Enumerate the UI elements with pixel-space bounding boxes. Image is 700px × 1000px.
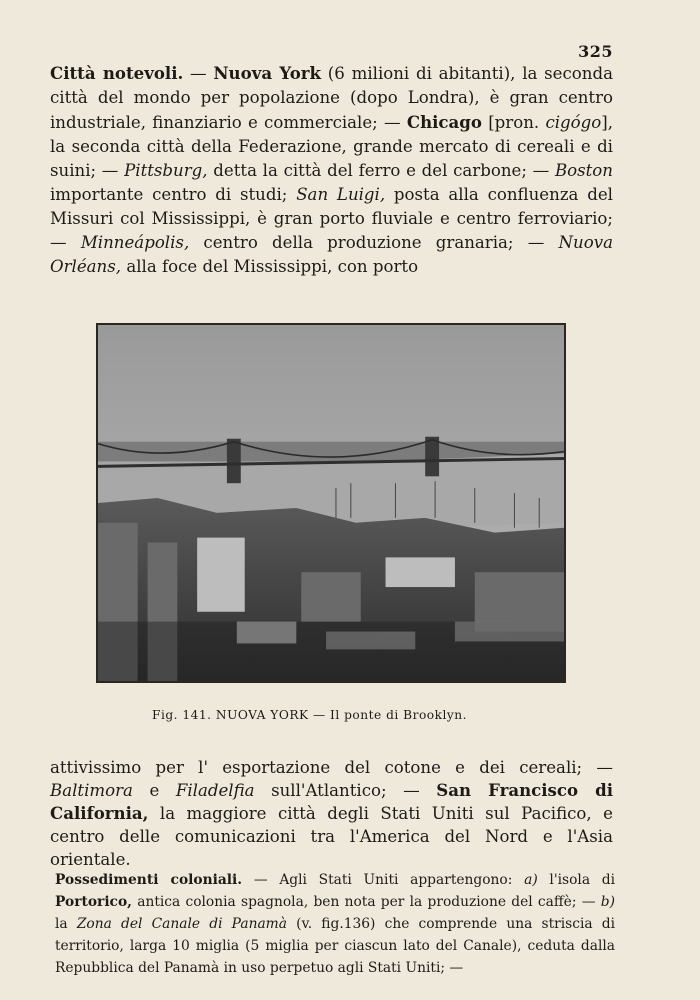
brooklyn-bridge-image xyxy=(98,325,564,681)
text-boston: importante centro di studi; xyxy=(50,185,297,204)
city-chicago: Chicago xyxy=(406,112,482,132)
dash: — xyxy=(183,64,214,83)
paragraph-colonial-possessions xyxy=(55,869,615,979)
text-new-orleans: alla foce del Mississippi, con porto xyxy=(121,257,419,276)
city-new-orleans: Nuova Orléans, xyxy=(50,233,613,276)
city-san-francisco: San Francisco di California, xyxy=(50,780,614,823)
city-new-york: Nuova York xyxy=(213,63,322,83)
place-panama-canal-zone: Zona del Canale di Panamà xyxy=(76,916,287,932)
city-san-luigi: San Luigi, xyxy=(296,185,386,204)
item-label-b: b) xyxy=(600,894,615,910)
heading-colonial-possessions: Possedimenti coloniali. xyxy=(55,872,243,888)
page-number: 325 xyxy=(578,42,613,61)
text-panama: (v. fig.136) che comprende una striscia di territorio, larga 10 miglia (5 miglia per ciascun lato del Canale), ceduta dalla Repubblica del Panamà in uso perpetuo agli Stati Uniti; — xyxy=(55,916,616,976)
caption-subtitle: — Il ponte di Brooklyn. xyxy=(308,708,468,722)
city-minneapolis: Minneápolis, xyxy=(80,233,190,252)
item-label-a: a) xyxy=(524,872,538,888)
text-minneapolis: centro della produzione granaria; — xyxy=(189,233,559,252)
text-san-francisco: la maggiore città degli Stati Uniti sul Pacifico, e centro delle comunicazioni tra l'America del Nord e l'Asia orientale. xyxy=(50,804,613,869)
text-island: l'isola di xyxy=(537,872,615,888)
text-export: attivissimo per l' esportazione del cotone e dei cereali; — xyxy=(50,758,613,777)
text-chicago: ], la seconda città della Federazione, grande mercato di cereali e di suini; — xyxy=(50,113,614,180)
text-la: la xyxy=(55,916,77,932)
paragraph-continued xyxy=(50,756,613,871)
caption-fig-number: Fig. 141. xyxy=(152,708,212,722)
text-portorico: antica colonia spagnola, ben nota per la produzione del caffè; — xyxy=(131,894,601,910)
photo-brooklyn-bridge xyxy=(96,323,566,683)
city-boston: Boston xyxy=(554,161,613,180)
pronunciation-chicago: cigógo xyxy=(545,113,602,132)
paragraph-notable-cities xyxy=(50,61,613,279)
city-filadelfia: Filadelfia xyxy=(175,781,255,800)
caption-title: NUOVA YORK xyxy=(215,708,309,722)
text-pittsburg: detta la città del ferro e del carbone; — xyxy=(207,161,555,180)
city-baltimora: Baltimora xyxy=(50,781,133,800)
heading-notable-cities: Città notevoli. xyxy=(50,63,184,83)
figure-caption xyxy=(152,708,552,722)
place-portorico: Portorico, xyxy=(55,894,132,910)
text-new-york: (6 milioni di abitanti), la seconda città del mondo per popolazione (dopo Londra), è gran centro industriale, finanziario e commerciale; — xyxy=(50,64,613,132)
text-pron-open: [pron. xyxy=(481,113,546,132)
text-colonial-intro: — Agli Stati Uniti appartengono: xyxy=(242,872,525,888)
text-san-luigi: posta alla confluenza del Missuri col Mississippi, è gran porto fluviale e centro ferroviario; — xyxy=(50,185,613,252)
text-atlantic: sull'Atlantico; — xyxy=(254,781,437,800)
text-and: e xyxy=(132,781,176,800)
city-pittsburg: Pittsburg, xyxy=(124,161,208,180)
